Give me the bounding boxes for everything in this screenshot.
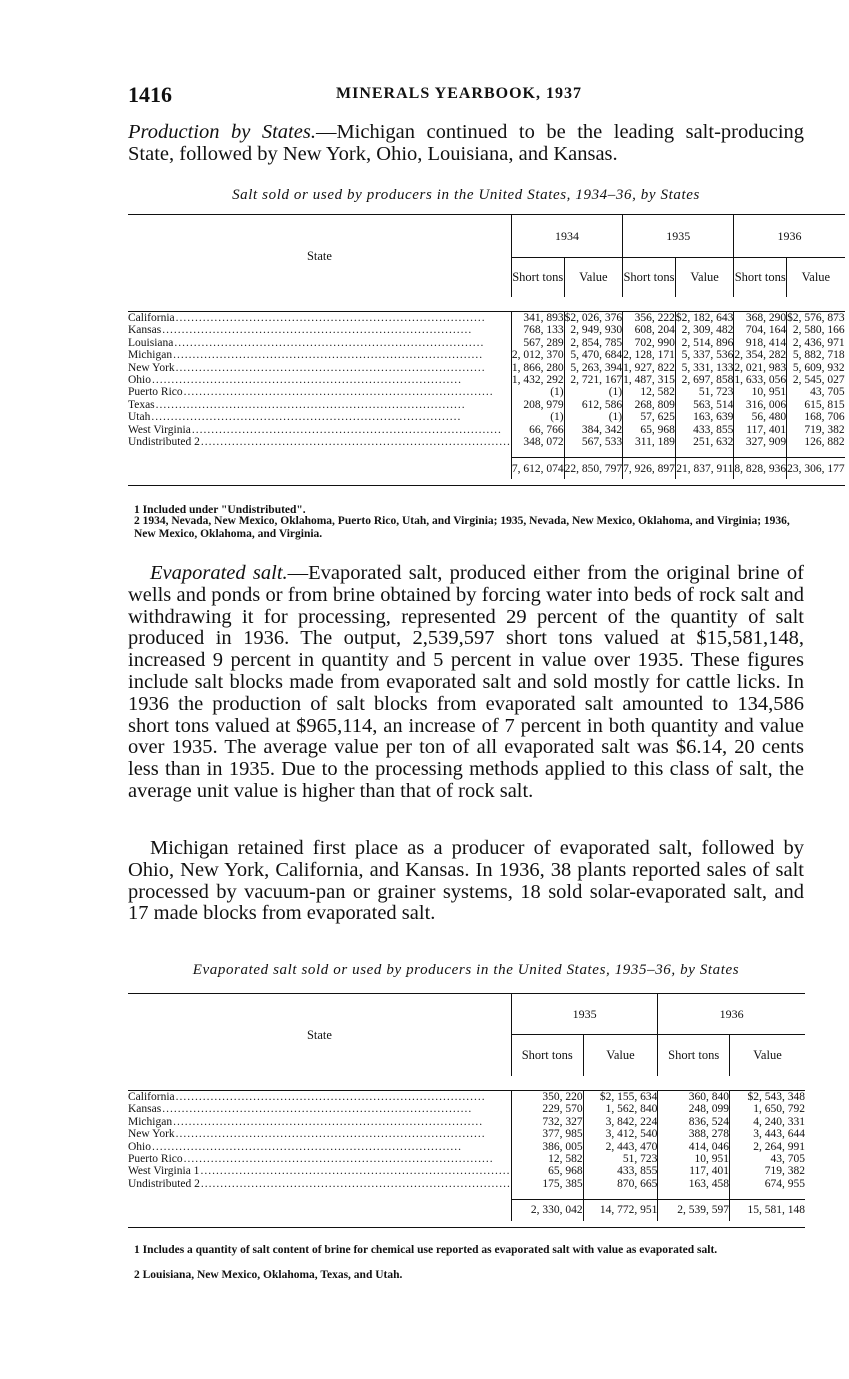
totals-row — [128, 457, 845, 479]
value-cell: 316, 006 — [734, 399, 787, 411]
state-name: Undistributed 2 — [128, 436, 200, 449]
state-name-cell — [128, 349, 511, 361]
value-cell: 368, 290 — [734, 312, 787, 325]
value-cell: 12, 582 — [511, 1153, 583, 1165]
value-cell: 433, 855 — [583, 1165, 658, 1177]
paragraph-michigan: Michigan retained first place as a producer of evaporated salt, followed by Ohio, New York, California, and Kansas. In 1936, 38 plants reported sales of salt processed by vacuum-pan or grainer systems, 18 sold solar-evaporated salt, and 17 made blocks from evaporated salt. — [128, 837, 804, 925]
table-row — [128, 1091, 805, 1104]
value-cell: 117, 401 — [658, 1165, 730, 1177]
value-cell: 51, 723 — [675, 386, 734, 398]
value-cell: 2, 012, 370 — [511, 349, 564, 362]
value-cell: 732, 327 — [511, 1116, 583, 1128]
total-cell: 14, 772, 951 — [583, 1199, 658, 1221]
state-name-cell — [128, 424, 511, 436]
column-header: Value — [730, 1034, 805, 1076]
value-cell: 1, 487, 315 — [623, 374, 675, 387]
state-name: Utah — [128, 411, 151, 424]
table-row — [128, 349, 845, 361]
table-row — [128, 1165, 805, 1177]
value-cell: 251, 632 — [675, 436, 734, 448]
leader-dots: ................................................................................ — [173, 349, 484, 362]
table-row — [128, 1116, 805, 1128]
state-name: Michigan — [128, 349, 173, 362]
value-cell: 350, 220 — [511, 1091, 583, 1104]
value-cell: (1) — [511, 411, 564, 423]
state-name: California — [128, 1091, 175, 1103]
value-cell: 563, 514 — [675, 399, 734, 411]
value-cell: 311, 189 — [623, 436, 676, 448]
table-row — [128, 337, 845, 349]
paragraph-lead: Production by States. — [128, 121, 316, 143]
value-cell: 4, 240, 331 — [730, 1116, 805, 1128]
value-cell: 414, 046 — [658, 1141, 730, 1153]
state-name-cell — [128, 1128, 511, 1140]
value-cell: 1, 650, 792 — [730, 1103, 805, 1115]
total-cell: 22, 850, 797 — [564, 457, 623, 479]
value-cell: 567, 289 — [511, 337, 564, 349]
value-cell: 2, 545, 027 — [787, 374, 845, 386]
state-name: New York — [128, 1128, 175, 1141]
state-name-cell — [128, 1091, 511, 1104]
running-title: MINERALS YEARBOOK, 1937 — [336, 85, 582, 102]
state-name-cell — [128, 312, 511, 325]
table-row — [128, 1128, 805, 1140]
year-header: 1936 — [658, 994, 805, 1034]
column-header: Short tons — [734, 257, 787, 297]
value-cell: 43, 705 — [787, 386, 845, 398]
value-cell: 674, 955 — [730, 1178, 805, 1190]
leader-dots: ................................................................................ — [151, 411, 462, 424]
value-cell: 567, 533 — [564, 436, 623, 448]
value-cell: 384, 342 — [564, 424, 623, 436]
value-cell: 56, 480 — [734, 411, 787, 423]
leader-dots: ................................................................................ — [175, 1128, 486, 1141]
state-name-cell — [128, 411, 511, 423]
value-cell: 702, 990 — [623, 337, 676, 349]
total-cell: 7, 612, 074 — [511, 457, 564, 479]
value-cell: 704, 164 — [734, 324, 787, 336]
value-cell: 1, 633, 056 — [734, 374, 787, 387]
value-cell: 1, 562, 840 — [583, 1103, 658, 1115]
leader-dots: ................................................................................ — [173, 1115, 484, 1128]
year-header: 1935 — [511, 994, 657, 1034]
value-cell: $2, 576, 873 — [787, 312, 845, 324]
leader-dots: ................................................................................ — [152, 374, 462, 387]
value-cell: 57, 625 — [623, 411, 676, 423]
leader-dots: ................................................................................ — [174, 336, 485, 349]
paragraph-production-by-states — [128, 122, 804, 166]
value-cell: 2, 514, 896 — [675, 337, 734, 349]
footnote: 2 Louisiana, New Mexico, Oklahoma, Texas, and Utah. — [134, 1269, 403, 1281]
value-cell: 2, 443, 470 — [583, 1141, 658, 1153]
value-cell: 2, 949, 930 — [564, 324, 623, 336]
value-cell: 2, 354, 282 — [734, 349, 787, 362]
table-body — [128, 1091, 805, 1191]
table-row — [128, 324, 845, 336]
paragraph-lead: Evaporated salt. — [150, 562, 288, 584]
year-header: 1936 — [734, 215, 845, 257]
value-cell: 612, 586 — [564, 399, 623, 411]
value-cell: 65, 968 — [511, 1165, 583, 1177]
state-name: Ohio — [128, 1140, 151, 1153]
value-cell: 360, 840 — [658, 1091, 730, 1104]
table-caption: Salt sold or used by producers in the United States, 1934–36, by States — [232, 187, 700, 203]
total-cell: 2, 539, 597 — [658, 1199, 730, 1221]
value-cell: 5, 331, 133 — [675, 362, 734, 374]
value-cell: 2, 128, 171 — [623, 349, 675, 362]
footnote: 2 1934, Nevada, New Mexico, Oklahoma, Puerto Rico, Utah, and Virginia; 1935, Nevada, New Mexico, Oklahoma, and Virginia; 1936, New Mexico, Oklahoma, and Virginia. — [134, 515, 790, 540]
value-cell: $2, 026, 376 — [564, 312, 623, 324]
value-cell: (1) — [511, 386, 564, 398]
value-cell: 719, 382 — [730, 1165, 805, 1177]
table-row — [128, 386, 845, 398]
evaporated-salt-table — [128, 993, 805, 1228]
state-name-cell — [128, 1153, 511, 1165]
table-row — [128, 399, 845, 411]
leader-dots: ................................................................................ — [175, 361, 486, 374]
value-cell: 608, 204 — [623, 324, 676, 336]
value-cell: 248, 099 — [658, 1103, 730, 1115]
value-cell: 12, 582 — [623, 386, 676, 398]
value-cell: 1, 866, 280 — [511, 361, 564, 374]
total-cell: 2, 330, 042 — [511, 1199, 583, 1221]
value-cell: 2, 697, 858 — [675, 374, 734, 386]
state-name: Louisiana — [128, 336, 174, 349]
value-cell: 3, 842, 224 — [583, 1116, 658, 1128]
leader-dots: ................................................................................ — [200, 1165, 511, 1178]
value-cell: 377, 985 — [511, 1128, 583, 1140]
value-cell: 51, 723 — [583, 1153, 658, 1165]
column-header: Short tons — [658, 1034, 730, 1076]
state-name-cell — [128, 374, 511, 386]
value-cell: 208, 979 — [511, 399, 564, 411]
column-header: Short tons — [511, 1034, 583, 1076]
value-cell: 268, 809 — [623, 399, 676, 411]
value-cell: 5, 470, 684 — [564, 349, 623, 361]
value-cell: 2, 021, 983 — [734, 361, 787, 374]
state-name-cell — [128, 324, 511, 336]
value-cell: 229, 570 — [511, 1103, 583, 1115]
state-name-cell — [128, 399, 511, 411]
state-name: Kansas — [128, 1103, 162, 1116]
state-name: Michigan — [128, 1115, 173, 1128]
value-cell: 2, 264, 991 — [730, 1141, 805, 1153]
table-row — [128, 1178, 805, 1190]
table-body — [128, 312, 845, 449]
table-row — [128, 1103, 805, 1115]
footnote: 1 Includes a quantity of salt content of brine for chemical use reported as evaporated salt with value as evaporated salt. — [134, 1244, 718, 1256]
value-cell: 3, 412, 540 — [583, 1128, 658, 1140]
salt-by-states-table — [128, 214, 845, 486]
state-name: Puerto Rico — [128, 386, 183, 399]
column-header: Value — [675, 257, 734, 297]
state-name: Undistributed 2 — [128, 1177, 200, 1190]
value-cell: 1, 927, 822 — [623, 361, 675, 374]
total-cell: 21, 837, 911 — [675, 457, 734, 479]
total-cell: 7, 926, 897 — [623, 457, 676, 479]
value-cell: 327, 909 — [734, 436, 787, 448]
value-cell: 66, 766 — [511, 424, 564, 436]
table-row — [128, 1153, 805, 1165]
page-number: 1416 — [128, 82, 172, 107]
table-row — [128, 374, 845, 386]
leader-dots: ................................................................................ — [152, 1140, 462, 1153]
page-header — [128, 82, 808, 112]
value-cell: 65, 968 — [623, 424, 676, 436]
state-name-cell — [128, 1141, 511, 1153]
value-cell: 10, 951 — [734, 386, 787, 398]
column-header: Value — [787, 257, 845, 297]
state-column-header: State — [306, 1027, 332, 1042]
year-header: 1934 — [511, 215, 622, 257]
state-name-cell — [128, 1178, 511, 1190]
total-cell: 8, 828, 936 — [734, 457, 787, 479]
value-cell: 1, 432, 292 — [511, 374, 564, 387]
value-cell: 5, 609, 932 — [787, 362, 845, 374]
value-cell: 126, 882 — [787, 436, 845, 448]
leader-dots: ................................................................................ — [155, 398, 466, 411]
state-name: California — [128, 312, 175, 324]
column-header: Short tons — [623, 257, 676, 297]
paragraph-text: —Michigan continued to be the leading salt-producing State, followed by New York, Ohio, Louisiana, and Kansas. — [128, 121, 805, 165]
paragraph-evaporated-salt — [128, 563, 804, 803]
value-cell: 2, 854, 785 — [564, 337, 623, 349]
value-cell: 43, 705 — [730, 1153, 805, 1165]
totals-row — [128, 1199, 805, 1221]
value-cell: 341, 893 — [511, 312, 564, 325]
table-row — [128, 312, 845, 325]
value-cell: 918, 414 — [734, 337, 787, 349]
column-header: Value — [564, 257, 623, 297]
value-cell: 388, 278 — [658, 1128, 730, 1140]
column-header: Value — [583, 1034, 658, 1076]
value-cell: 5, 882, 718 — [787, 349, 845, 361]
leader-dots: ................................................................................ — [200, 436, 511, 449]
state-name-cell — [128, 436, 511, 448]
leader-dots: ................................................................................ — [191, 423, 502, 436]
value-cell: 768, 133 — [511, 324, 564, 336]
value-cell: $2, 155, 634 — [583, 1091, 658, 1104]
value-cell: (1) — [564, 386, 623, 398]
state-name: West Virginia 1 — [128, 1165, 200, 1178]
state-column-header: State — [306, 248, 332, 263]
state-name-cell — [128, 1116, 511, 1128]
value-cell: 615, 815 — [787, 399, 845, 411]
state-name: New York — [128, 361, 175, 374]
leader-dots: ................................................................................ — [162, 324, 473, 337]
value-cell: 386, 005 — [511, 1141, 583, 1153]
table-row — [128, 362, 845, 374]
leader-dots: ................................................................................ — [183, 386, 494, 399]
value-cell: (1) — [564, 411, 623, 423]
state-name: Ohio — [128, 374, 151, 387]
state-name: Texas — [128, 398, 155, 411]
state-name-cell — [128, 386, 511, 398]
paragraph-text: —Evaporated salt, produced either from the original brine of wells and ponds or from brine obtained by forcing water into beds of rock salt and withdrawing it for processing, represented 29 percent of the quantity of salt produced in 1936. The output, 2,539,597 short tons valued at $15,581,148, increased 9 percent in quantity and 5 percent in value over 1935. These figures include salt blocks made from evaporated salt and sold mostly for cattle licks. In 1936 the production of salt blocks from evaporated salt amounted to 134,586 short tons valued at $965,114, an increase of 7 percent in both quantity and value over 1935. The average value per ton of all evaporated salt was $6.14, 20 cents less than in 1935. Due to the processing methods applied to this class of salt, the average unit value is higher than that of rock salt. — [128, 562, 804, 802]
value-cell: 163, 639 — [675, 411, 734, 423]
value-cell: 163, 458 — [658, 1178, 730, 1190]
state-name-cell — [128, 1165, 511, 1177]
table-row — [128, 411, 845, 423]
value-cell: 719, 382 — [787, 424, 845, 436]
state-name: West Virginia — [128, 423, 191, 436]
total-cell: 23, 306, 177 — [787, 457, 845, 479]
total-cell: 15, 581, 148 — [730, 1199, 805, 1221]
leader-dots: ................................................................................ — [200, 1177, 511, 1190]
value-cell: 870, 665 — [583, 1178, 658, 1190]
value-cell: 5, 263, 394 — [564, 362, 623, 374]
value-cell: 3, 443, 644 — [730, 1128, 805, 1140]
value-cell: $2, 182, 643 — [675, 312, 734, 324]
footnote: 1 Included under "Undistributed". — [134, 504, 306, 516]
value-cell: 2, 436, 971 — [787, 337, 845, 349]
value-cell: 168, 706 — [787, 411, 845, 423]
value-cell: 348, 072 — [511, 436, 564, 448]
value-cell: 2, 309, 482 — [675, 324, 734, 336]
value-cell: 2, 721, 167 — [564, 374, 623, 386]
state-name-cell — [128, 1103, 511, 1115]
value-cell: 433, 855 — [675, 424, 734, 436]
state-name-cell — [128, 362, 511, 374]
leader-dots: ................................................................................ — [162, 1103, 473, 1116]
value-cell: 10, 951 — [658, 1153, 730, 1165]
state-name: Kansas — [128, 324, 162, 337]
value-cell: 2, 580, 166 — [787, 324, 845, 336]
value-cell: 5, 337, 536 — [675, 349, 734, 361]
table-caption: Evaporated salt sold or used by producers in the United States, 1935–36, by States — [192, 962, 740, 978]
table-row — [128, 436, 845, 448]
value-cell: $2, 543, 348 — [730, 1091, 805, 1104]
value-cell: 175, 385 — [511, 1178, 583, 1190]
value-cell: 117, 401 — [734, 424, 787, 436]
state-name: Puerto Rico — [128, 1153, 183, 1166]
leader-dots: ................................................................................ — [183, 1153, 494, 1166]
table-row — [128, 1141, 805, 1153]
leader-dots: ................................................................................ — [175, 1091, 486, 1103]
state-name-cell — [128, 337, 511, 349]
column-header: Short tons — [511, 257, 564, 297]
year-header: 1935 — [623, 215, 734, 257]
leader-dots: ................................................................................ — [175, 312, 486, 324]
table-row — [128, 424, 845, 436]
value-cell: 356, 222 — [623, 312, 676, 325]
value-cell: 836, 524 — [658, 1116, 730, 1128]
